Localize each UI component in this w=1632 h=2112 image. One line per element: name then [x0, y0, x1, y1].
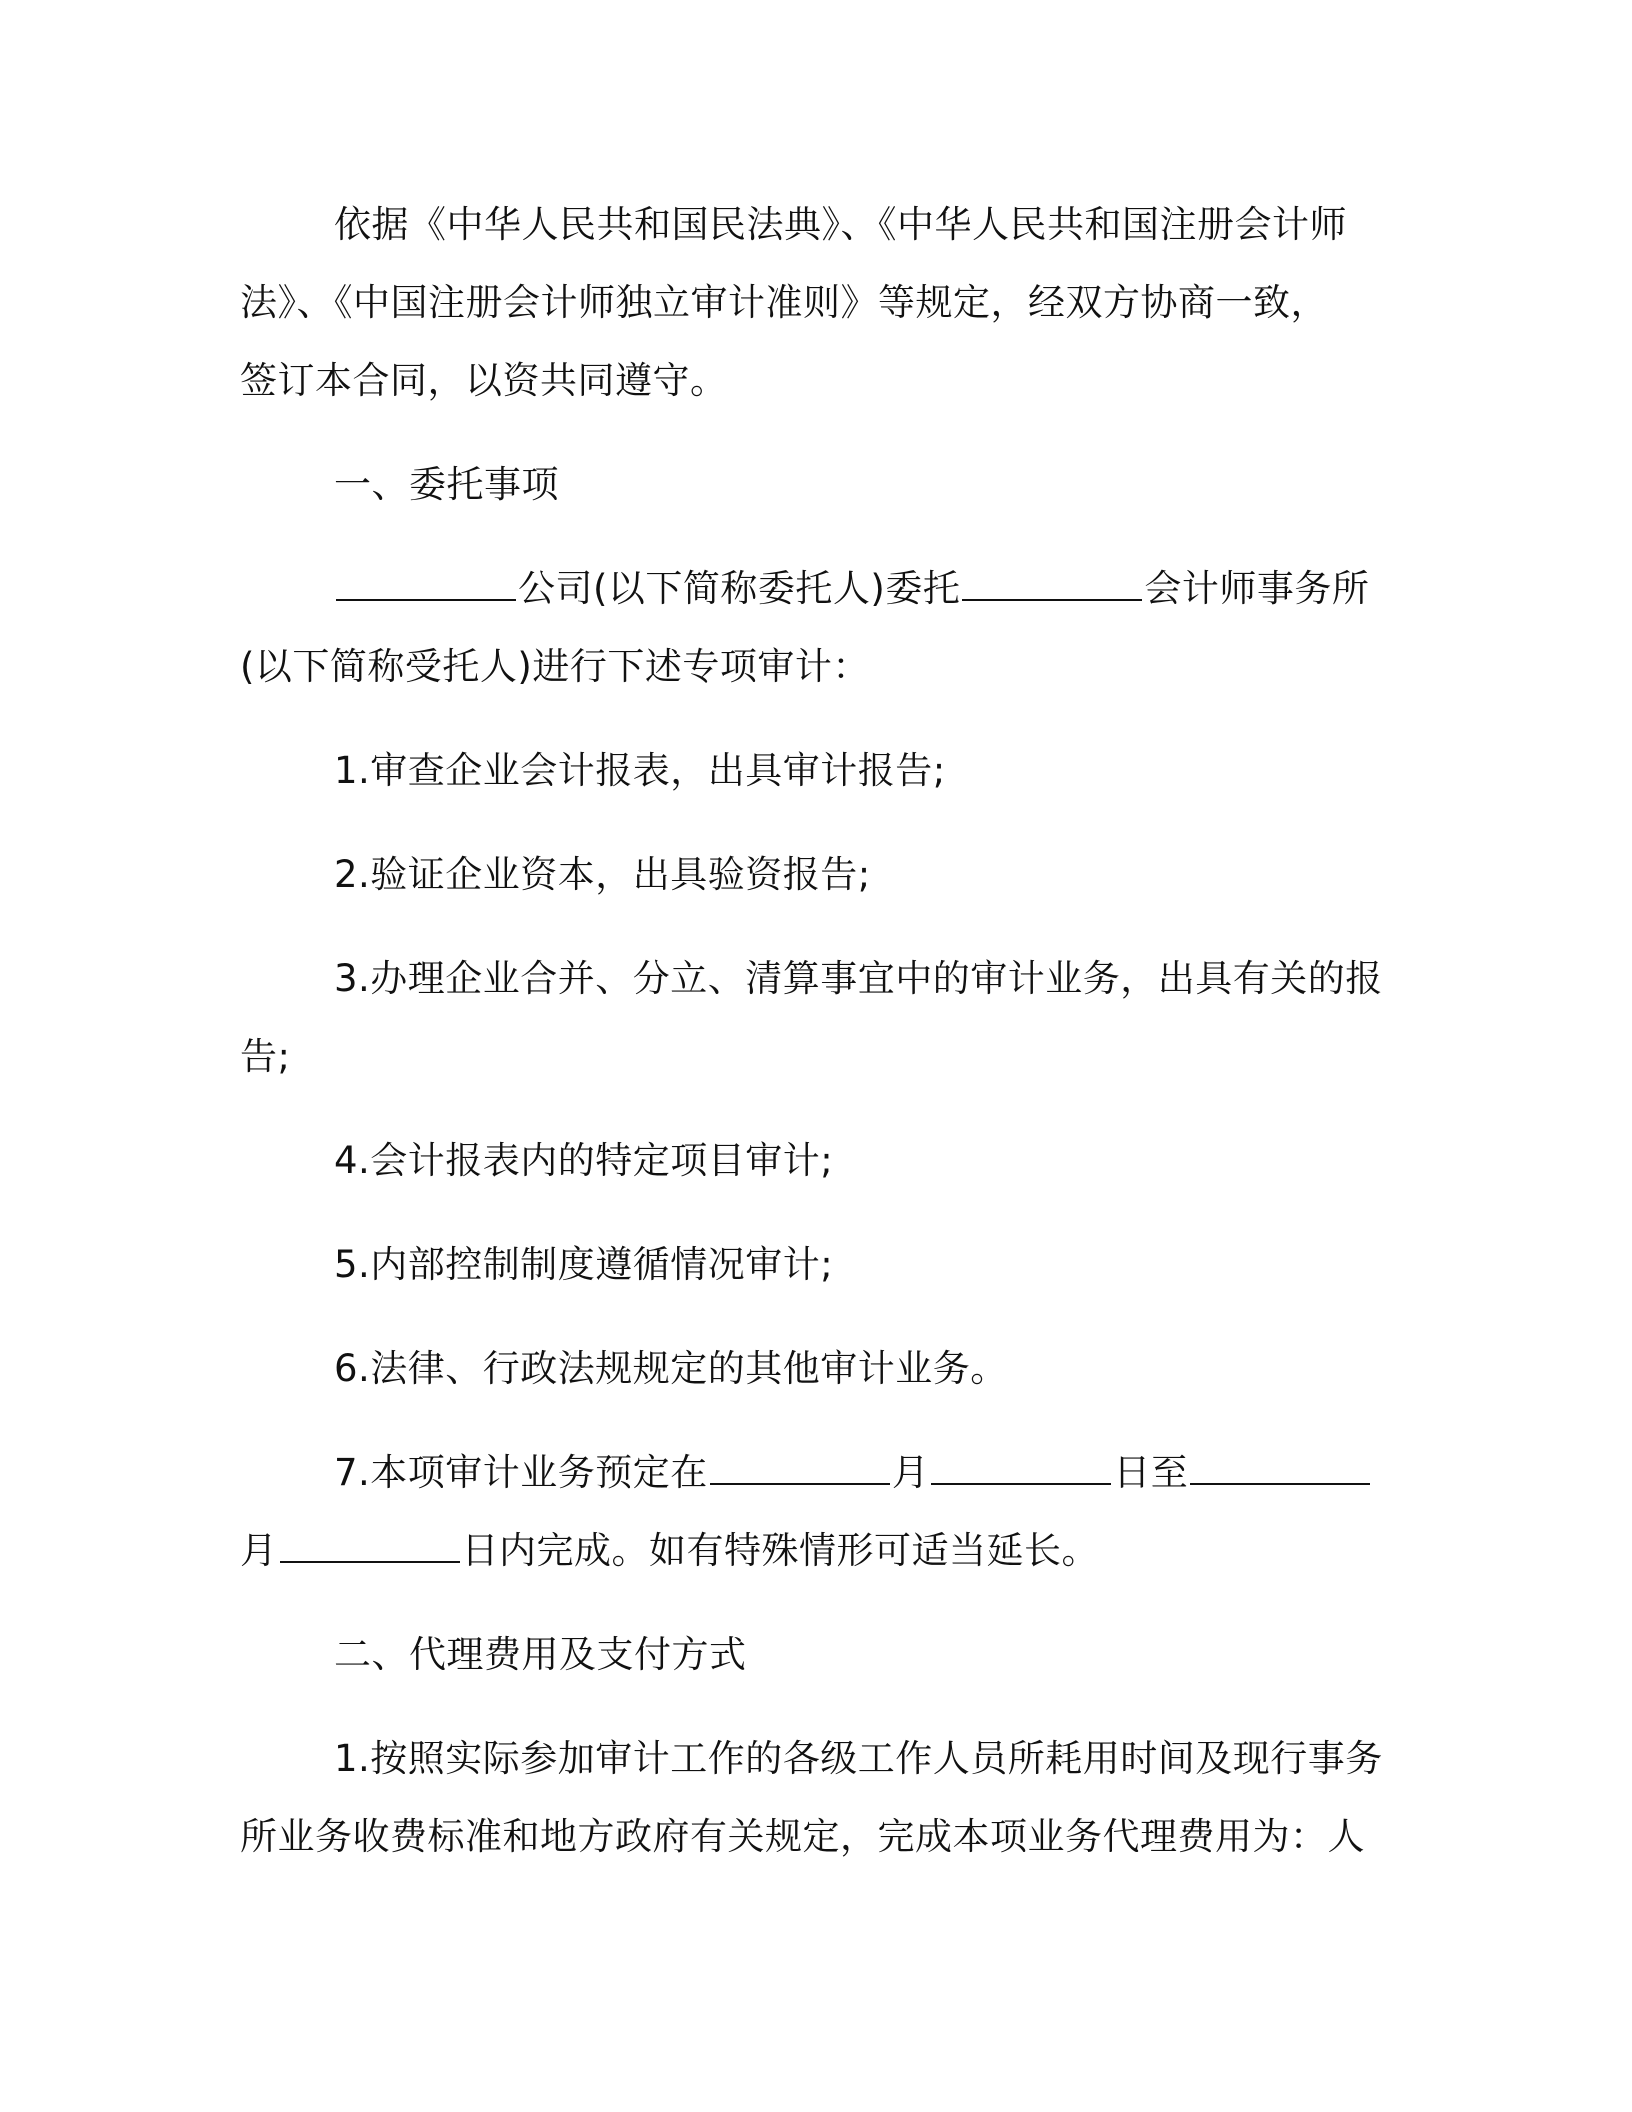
intro-line-3: 签订本合同，以资共同遵守。 — [240, 359, 728, 402]
company-name-blank[interactable] — [336, 567, 516, 601]
entrust-paragraph — [240, 550, 1380, 706]
start-day-blank[interactable] — [931, 1451, 1111, 1485]
item-7-day-1: 日至 — [1113, 1451, 1189, 1494]
section-2-item-1-line-2: 所业务收费标准和地方政府有关规定，完成本项业务代理费用为：人 — [240, 1815, 1365, 1858]
section-2-item-1-line-1: 1.按照实际参加审计工作的各级工作人员所耗用时间及现行事务 — [334, 1737, 1383, 1780]
item-7-month-1: 月 — [891, 1451, 930, 1494]
start-month-blank[interactable] — [710, 1451, 890, 1485]
entrust-text-1: 公司(以下简称委托人)委托 — [518, 567, 961, 610]
entrust-line-1 — [240, 550, 1380, 628]
item-7-month-2: 月 — [240, 1529, 278, 1572]
end-month-blank[interactable] — [1190, 1451, 1370, 1485]
item-7-prefix: 7.本项审计业务预定在 — [334, 1451, 708, 1494]
list-item — [240, 1720, 1383, 1876]
end-day-blank[interactable] — [280, 1529, 460, 1563]
list-item — [240, 940, 1383, 1096]
contract-body — [240, 186, 1383, 1902]
item-7-suffix: 日内完成。如有特殊情形可适当延长。 — [461, 1529, 1099, 1572]
item-7-line-2 — [240, 1512, 1380, 1590]
firm-name-blank[interactable] — [962, 567, 1142, 601]
list-item — [240, 732, 1380, 810]
list-item — [240, 1330, 1380, 1408]
item-1: 1.审查企业会计报表，出具审计报告; — [334, 749, 946, 792]
list-item — [240, 836, 1380, 914]
intro-line-2: 法》、《中国注册会计师独立审计准则》等规定，经双方协商一致， — [240, 281, 1328, 324]
item-3-line-1: 3.办理企业合并、分立、清算事宜中的审计业务，出具有关的报 — [334, 957, 1383, 1000]
item-6: 6.法律、行政法规规定的其他审计业务。 — [334, 1347, 1008, 1390]
item-3-line-2: 告; — [240, 1035, 291, 1078]
section-1-heading: 一、委托事项 — [334, 463, 559, 506]
item-4: 4.会计报表内的特定项目审计; — [334, 1139, 834, 1182]
entrust-text-2: 会计师事务所 — [1144, 567, 1370, 610]
list-item — [240, 1434, 1380, 1590]
section-2-heading: 二、代理费用及支付方式 — [334, 1633, 747, 1676]
entrust-line-2: (以下简称受托人)进行下述专项审计： — [240, 645, 870, 688]
item-5: 5.内部控制制度遵循情况审计; — [334, 1243, 834, 1286]
item-7-line-1 — [240, 1434, 1380, 1512]
list-item — [240, 1122, 1380, 1200]
intro-line-1: 依据《中华人民共和国民法典》、《中华人民共和国注册会计师 — [334, 203, 1347, 246]
list-item — [240, 1226, 1380, 1304]
intro-paragraph — [240, 186, 1380, 420]
item-2: 2.验证企业资本，出具验资报告; — [334, 853, 871, 896]
